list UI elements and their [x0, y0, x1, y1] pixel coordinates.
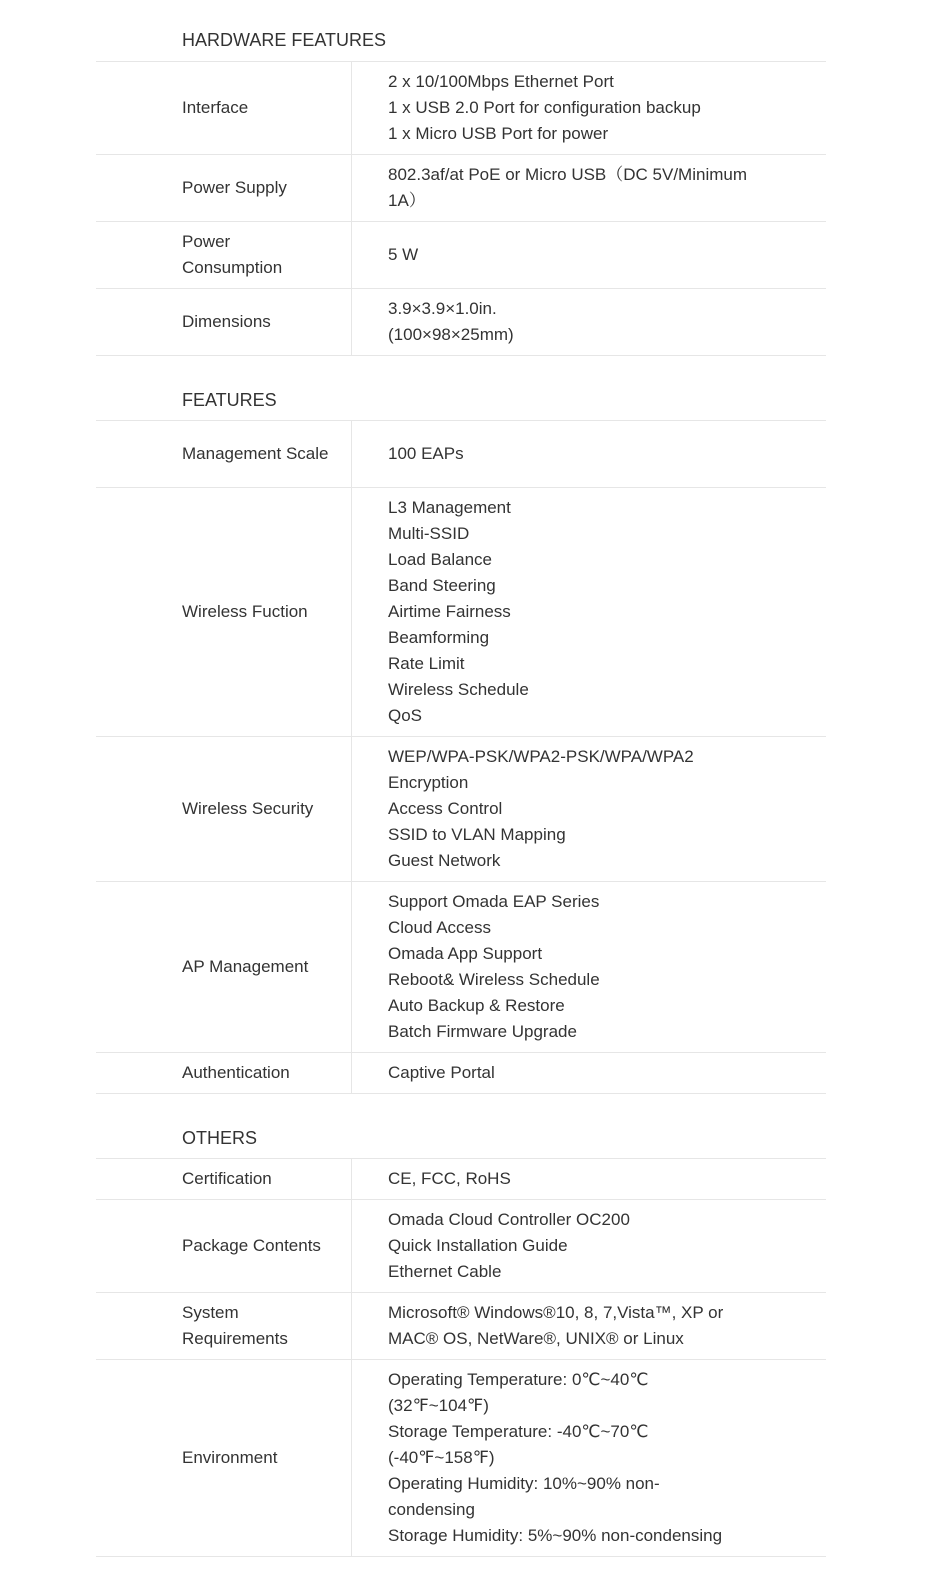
- spec-value-line: Multi-SSID: [388, 524, 470, 543]
- section-features: [96, 390, 826, 1094]
- spec-row-system-requirements: [96, 1293, 826, 1360]
- spec-value: [352, 882, 826, 1052]
- spec-value-line: Microsoft® Windows®10, 8, 7,Vista™, XP or: [388, 1303, 724, 1322]
- spec-value-line: Omada Cloud Controller OC200: [388, 1210, 630, 1229]
- spec-value-line: SSID to VLAN Mapping: [388, 825, 566, 844]
- spec-row-authentication: [96, 1053, 826, 1094]
- spec-value: [352, 289, 826, 355]
- spec-value-line: Operating Temperature: 0℃~40℃: [388, 1370, 649, 1389]
- spec-value-line: Access Control: [388, 799, 503, 818]
- spec-label: Authentication: [96, 1053, 352, 1093]
- spec-value-line: 1A）: [388, 191, 426, 210]
- spec-label: Package Contents: [96, 1200, 352, 1292]
- spec-row-package-contents: [96, 1200, 826, 1293]
- section-title-text: HARDWARE FEATURES: [182, 30, 387, 50]
- spec-row-wireless-security: [96, 737, 826, 882]
- spec-value-line: (100×98×25mm): [388, 325, 514, 344]
- spec-value-line: Ethernet Cable: [388, 1262, 502, 1281]
- spec-value: [352, 222, 826, 288]
- spec-value: [352, 1200, 826, 1292]
- spec-value: [352, 1053, 826, 1093]
- spec-value-line: 2 x 10/100Mbps Ethernet Port: [388, 72, 614, 91]
- spec-label: Wireless Security: [96, 737, 352, 881]
- spec-row-dimensions: [96, 289, 826, 356]
- spec-value-line: Load Balance: [388, 550, 492, 569]
- spec-value-line: Rate Limit: [388, 654, 465, 673]
- spec-value-line: Quick Installation Guide: [388, 1236, 568, 1255]
- spec-row-interface: [96, 62, 826, 155]
- spec-value-line: Omada App Support: [388, 944, 543, 963]
- spec-row-management-scale: [96, 421, 826, 488]
- spec-value-line: 1 x USB 2.0 Port for configuration backup: [388, 98, 701, 117]
- spec-value-line: Storage Temperature: -40℃~70℃: [388, 1422, 649, 1441]
- section-spacer: [96, 1094, 826, 1128]
- spec-value-line: QoS: [388, 706, 423, 725]
- spec-value-line: Auto Backup & Restore: [388, 996, 565, 1015]
- spec-value-line: Operating Humidity: 10%~90% non-: [388, 1474, 660, 1493]
- spec-value-line: 3.9×3.9×1.0in.: [388, 299, 497, 318]
- section-hardware-features: [96, 0, 826, 356]
- spec-value-line: L3 Management: [388, 498, 511, 517]
- spec-row-ap-management: [96, 882, 826, 1053]
- spec-label: Power Consumption: [96, 222, 352, 288]
- spec-value-line: Beamforming: [388, 628, 490, 647]
- spec-value-line: Guest Network: [388, 851, 501, 870]
- spec-value-line: Storage Humidity: 5%~90% non-condensing: [388, 1526, 723, 1545]
- spec-row-environment: [96, 1360, 826, 1557]
- spec-value-line: Airtime Fairness: [388, 602, 511, 621]
- spec-value-line: Captive Portal: [388, 1063, 495, 1082]
- spec-row-certification: [96, 1159, 826, 1200]
- section-title-text: OTHERS: [182, 1128, 258, 1148]
- spec-value-line: condensing: [388, 1500, 475, 1519]
- spec-row-wireless-function: [96, 488, 826, 737]
- spec-label: Wireless Fuction: [96, 488, 352, 736]
- spec-value-line: Reboot& Wireless Schedule: [388, 970, 600, 989]
- spec-value-line: (-40℉~158℉): [388, 1448, 495, 1467]
- spec-label: System Requirements: [96, 1293, 352, 1359]
- spec-value-line: CE, FCC, RoHS: [388, 1169, 511, 1188]
- spec-value-line: Batch Firmware Upgrade: [388, 1022, 577, 1041]
- spec-label: AP Management: [96, 882, 352, 1052]
- section-title-text: FEATURES: [182, 390, 277, 410]
- spec-value-line: Encryption: [388, 773, 469, 792]
- spec-value-line: Support Omada EAP Series: [388, 892, 600, 911]
- spec-value-line: 100 EAPs: [388, 444, 464, 463]
- spec-table: [96, 0, 826, 1557]
- spec-label: Interface: [96, 62, 352, 154]
- spec-value: [352, 1159, 826, 1199]
- spec-value-line: MAC® OS, NetWare®, UNIX® or Linux: [388, 1329, 684, 1348]
- spec-label: Management Scale: [96, 421, 352, 487]
- spec-value-line: 802.3af/at PoE or Micro USB（DC 5V/Minimum: [388, 165, 748, 184]
- spec-value-line: (32℉~104℉): [388, 1396, 489, 1415]
- spec-value-line: 5 W: [388, 245, 419, 264]
- section-title: [96, 1128, 826, 1159]
- spec-value: [352, 737, 826, 881]
- spec-value-line: Wireless Schedule: [388, 680, 529, 699]
- spec-label: Dimensions: [96, 289, 352, 355]
- spec-value-line: Band Steering: [388, 576, 496, 595]
- section-others: [96, 1128, 826, 1557]
- section-spacer: [96, 356, 826, 390]
- spec-value: [352, 1293, 826, 1359]
- section-title: [96, 0, 826, 62]
- spec-value: [352, 421, 826, 487]
- spec-value-line: WEP/WPA-PSK/WPA2-PSK/WPA/WPA2: [388, 747, 694, 766]
- spec-label: Power Supply: [96, 155, 352, 221]
- spec-row-power-supply: [96, 155, 826, 222]
- spec-label: Environment: [96, 1360, 352, 1556]
- spec-label: Certification: [96, 1159, 352, 1199]
- spec-value: [352, 62, 826, 154]
- spec-row-power-consumption: [96, 222, 826, 289]
- spec-value-line: 1 x Micro USB Port for power: [388, 124, 609, 143]
- spec-value: [352, 155, 826, 221]
- section-title: [96, 390, 826, 421]
- spec-value-line: Cloud Access: [388, 918, 491, 937]
- spec-value: [352, 1360, 826, 1556]
- spec-value: [352, 488, 826, 736]
